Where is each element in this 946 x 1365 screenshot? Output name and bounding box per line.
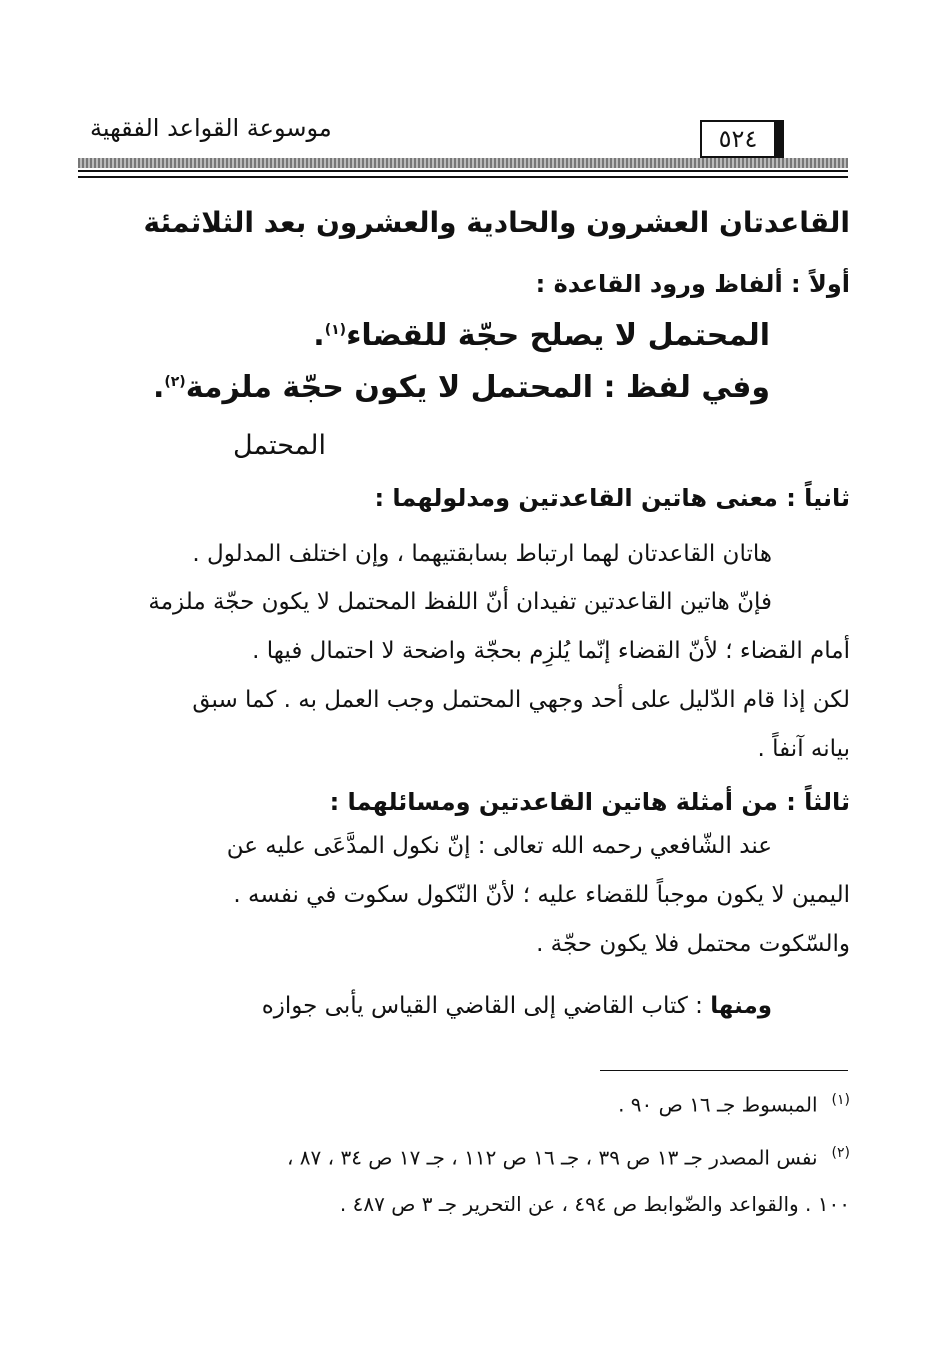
page-number-box: ٥٢٤ [700, 120, 776, 158]
header-rule [78, 170, 848, 172]
paragraph-1 [80, 530, 850, 579]
paragraph-line-text: : كتاب القاضي إلى القاضي القياس يأبى جوازه [261, 993, 711, 1019]
footnote-1-mark: (١) [831, 1092, 850, 1108]
footnote-2-text: نفس المصدر جـ ١٣ ص ٣٩ ، جـ ١٦ ص ١١٢ ، جـ ١٧ ص ٣٤ ، ٨٧ ، [286, 1145, 818, 1170]
footnote-ref-1: (١) [324, 322, 347, 338]
footnote-2-mark: (٢) [831, 1145, 850, 1161]
rule-statement-2-text: وفي لفظ : المحتمل لا يكون حجّة ملزمة [185, 370, 770, 405]
paragraph-2 [80, 578, 850, 774]
paragraph-line: اليمين لا يكون موجباً للقضاء عليه ؛ لأنّ النّكول سكوت في نفسه . [233, 882, 850, 908]
page-number-shadow [776, 120, 784, 160]
footnote-separator [600, 1070, 848, 1071]
paragraph-line: فإنّ هاتين القاعدتين تفيدان أنّ اللفظ المحتمل لا يكون حجّة ملزمة [148, 589, 772, 615]
footnote-ref-2: (٢) [164, 374, 186, 390]
paragraph-4 [80, 982, 850, 1031]
paragraph-3 [80, 822, 850, 969]
paragraph-line: عند الشّافعي رحمه الله تعالى : إنّ نكول المدَّعَى عليه عن [226, 833, 772, 859]
header-rule-secondary [78, 176, 848, 178]
paragraph-lead-word: ومنها [710, 993, 772, 1019]
footnote-1 [618, 1092, 850, 1117]
paragraph-line: أمام القضاء ؛ لأنّ القضاء إنّما يُلزِم بحجّة واضحة لا احتمال فيها . [252, 638, 850, 664]
rule-statement-1: المحتمل لا يصلح حجّة للقضاء$^{(١)}$. [313, 318, 770, 353]
chapter-title: القاعدتان العشرون والحادية والعشرون بعد الثلاثمئة [143, 206, 850, 239]
footnote-2-continuation: ١٠٠ . والقواعد والضّوابط ص ٤٩٤ ، عن التحرير جـ ٣ ص ٤٨٧ . [339, 1192, 850, 1216]
handwritten-word: المحتمل [233, 430, 326, 461]
paragraph-line: لكن إذا قام الدّليل على أحد وجهي المحتمل وجب العمل به . كما سبق [192, 687, 850, 713]
rule-statement-2: وفي لفظ : المحتمل لا يكون حجّة ملزمة$^{(٢)}$. [152, 370, 770, 405]
paragraph-line: والسّكوت محتمل فلا يكون حجّة . [536, 931, 850, 957]
paragraph-line: بيانه آنفاً . [757, 736, 850, 762]
footnote-2 [287, 1145, 850, 1170]
header-decorative-band [78, 158, 848, 168]
section-heading-3: ثالثاً : من أمثلة هاتين القاعدتين ومسائلهما : [329, 788, 850, 816]
section-heading-2: ثانياً : معنى هاتين القاعدتين ومدلولهما : [374, 484, 850, 512]
paragraph-line: هاتان القاعدتان لهما ارتباط بسابقتيهما ، وإن اختلف المدلول . [192, 541, 772, 567]
running-header-title: موسوعة القواعد الفقهية [90, 114, 332, 142]
section-heading-1: أولاً : ألفاظ ورود القاعدة : [535, 270, 850, 298]
rule-statement-1-text: المحتمل لا يصلح حجّة للقضاء [346, 318, 770, 353]
footnote-1-text: المبسوط جـ ١٦ ص ٩٠ . [618, 1092, 818, 1117]
paragraph-line [80, 982, 850, 1031]
